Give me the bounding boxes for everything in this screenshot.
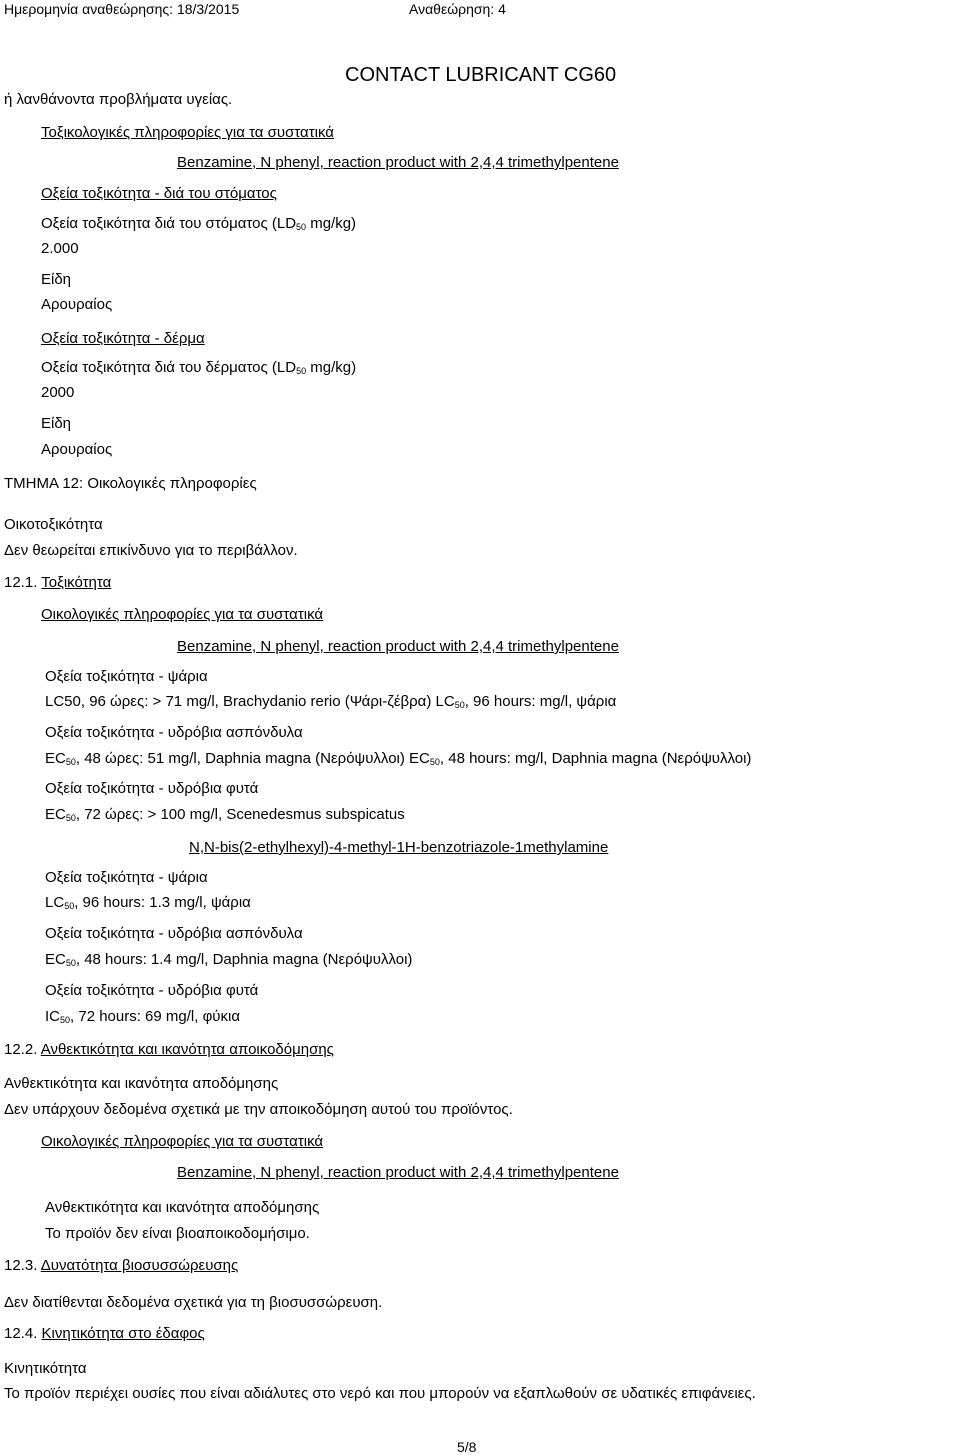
eco-info-heading: Οικολογικές πληροφορίες για τα συστατικά: [41, 1133, 324, 1150]
oral-ld50-label: Οξεία τοξικότητα διά του στόματος ($LD_{50}$ mg/kg): [41, 215, 357, 232]
species-label: Είδη: [41, 415, 72, 432]
invertebrate-toxicity-label: Οξεία τοξικότητα - υδρόβια ασπόνδυλα: [45, 925, 303, 942]
plant-toxicity-value: $EC_{50}$, 72 ώρες: > 100 mg/l, Scenedesmus subspicatus: [45, 806, 405, 823]
subsection-12-1: [4, 574, 111, 592]
subsection-number: 12.3.: [4, 1257, 38, 1274]
product-title: CONTACT LUBRICANT CG60: [345, 64, 617, 86]
dermal-toxicity-heading: Οξεία τοξικότητα - δέρμα: [41, 330, 205, 347]
fish-toxicity-label: Οξεία τοξικότητα - ψάρια: [45, 668, 208, 685]
revision-date: Ημερομηνία αναθεώρησης: 18/3/2015: [4, 1, 240, 17]
ecotoxicity-label: Οικοτοξικότητα: [4, 516, 103, 533]
invertebrate-toxicity-value: $EC_{50}$, 48 hours: 1.4 mg/l, Daphnia magna (Νερόψυλλοι): [45, 951, 413, 968]
fish-toxicity-value: $LC_{50}$, 96 hours: 1.3 mg/l, ψάρια: [45, 894, 251, 911]
species-value: Αρουραίος: [41, 441, 113, 458]
plant-toxicity-label: Οξεία τοξικότητα - υδρόβια φυτά: [45, 982, 259, 999]
eco-info-heading: Οικολογικές πληροφορίες για τα συστατικά: [41, 606, 324, 623]
subsection-number: 12.1.: [4, 574, 38, 591]
substance-name: Benzamine, N phenyl, reaction product with 2,4,4 trimethylpentene: [177, 638, 619, 655]
substance-name: Benzamine, N phenyl, reaction product with 2,4,4 trimethylpentene: [177, 154, 619, 171]
species-label: Είδη: [41, 271, 72, 288]
plant-toxicity-label: Οξεία τοξικότητα - υδρόβια φυτά: [45, 780, 259, 797]
subsection-12-3: [4, 1257, 238, 1275]
bioaccumulation-text: Δεν διατίθενται δεδομένα σχετικά για τη βιοσυσσώρευση.: [4, 1294, 383, 1311]
persistence-label: Ανθεκτικότητα και ικανότητα αποδόμησης: [45, 1199, 320, 1216]
subsection-title: Κινητικότητα στο έδαφος: [41, 1325, 205, 1342]
species-value: Αρουραίος: [41, 296, 113, 313]
oral-ld50-value: 2.000: [41, 240, 79, 257]
invertebrate-toxicity-label: Οξεία τοξικότητα - υδρόβια ασπόνδυλα: [45, 724, 303, 741]
subsection-12-4: [4, 1325, 205, 1343]
persistence-label: Ανθεκτικότητα και ικανότητα αποδόμησης: [4, 1075, 279, 1092]
fish-toxicity-label: Οξεία τοξικότητα - ψάρια: [45, 869, 208, 886]
continued-text: ή λανθάνοντα προβλήματα υγείας.: [4, 91, 233, 108]
tox-info-heading: Τοξικολογικές πληροφορίες για τα συστατικά: [41, 124, 334, 141]
persistence-text: Το προϊόν δεν είναι βιοαποικοδομήσιμο.: [45, 1225, 310, 1242]
mobility-text: Το προϊόν περιέχει ουσίες που είναι αδιάλυτες στο νερό και που μπορούν να εξαπλωθούν σε υδατικές επιφάνειες.: [4, 1385, 756, 1402]
subsection-title: Δυνατότητα βιοσυσσώρευσης: [40, 1257, 239, 1274]
invertebrate-toxicity-value: $EC_{50}$, 48 ώρες: 51 mg/l, Daphnia magna (Νερόψυλλοι) $EC_{50}$, 48 hours: mg/l, Daphnia magna (Νερόψυλλοι): [45, 750, 752, 767]
page-number: 5/8: [457, 1439, 477, 1455]
oral-toxicity-heading: Οξεία τοξικότητα - διά του στόματος: [41, 185, 277, 202]
subsection-title: Ανθεκτικότητα και ικανότητα αποικοδόμησης: [40, 1041, 334, 1058]
substance-name: N,N-bis(2-ethylhexyl)-4-methyl-1H-benzotriazole-1methylamine: [189, 839, 609, 856]
ecotoxicity-text: Δεν θεωρείται επικίνδυνο για το περιβάλλον.: [4, 542, 298, 559]
subsection-number: 12.4.: [4, 1325, 38, 1342]
substance-name: Benzamine, N phenyl, reaction product with 2,4,4 trimethylpentene: [177, 1164, 619, 1181]
dermal-ld50-value: 2000: [41, 384, 75, 401]
dermal-ld50-label: Οξεία τοξικότητα διά του δέρματος ($LD_{50}$ mg/kg): [41, 359, 357, 376]
subsection-12-2: [4, 1041, 334, 1059]
revision-number: Αναθεώρηση: 4: [409, 1, 506, 17]
subsection-number: 12.2.: [4, 1041, 38, 1058]
fish-toxicity-value: LC50, 96 ώρες: > 71 mg/l, Brachydanio rerio (Ψάρι-ζέβρα) $LC_{50}$, 96 hours: mg/l, ψάρια: [45, 693, 617, 710]
section-12-heading: ΤΜΗΜΑ 12: Οικολογικές πληροφορίες: [4, 475, 257, 492]
persistence-text: Δεν υπάρχουν δεδομένα σχετικά με την αποικοδόμηση αυτού του προϊόντος.: [4, 1101, 513, 1118]
plant-toxicity-value: $IC_{50}$, 72 hours: 69 mg/l, φύκια: [45, 1008, 241, 1025]
mobility-label: Κινητικότητα: [4, 1360, 87, 1377]
subsection-title: Τοξικότητα: [41, 574, 112, 591]
